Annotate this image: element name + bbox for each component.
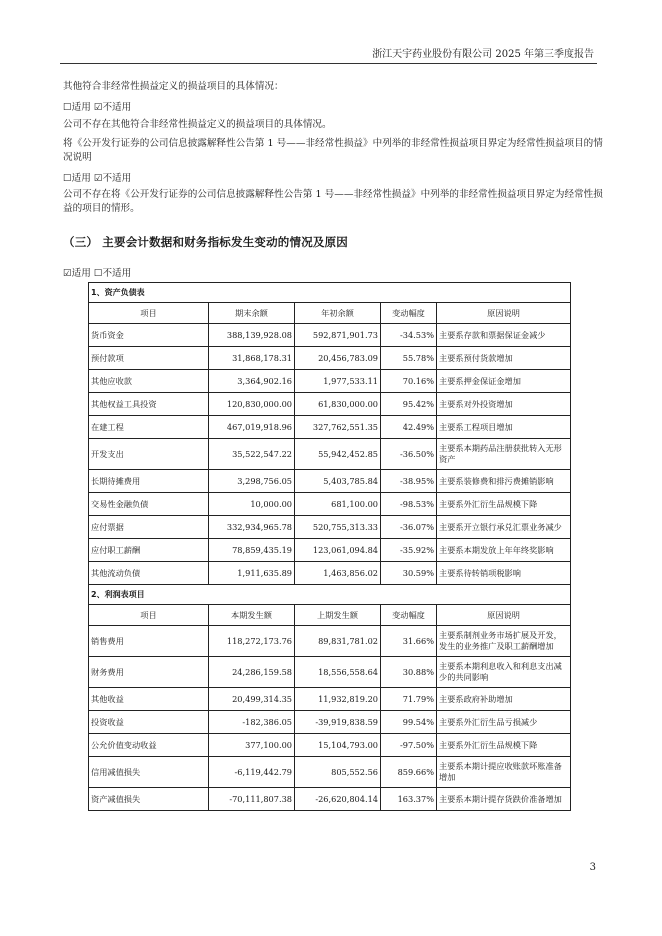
table-row [89, 324, 571, 347]
column-header: 原因说明 [437, 303, 571, 324]
item-cell: 其他权益工具投资 [89, 393, 209, 416]
reason-cell: 主要系开立银行承兑汇票业务减少 [437, 516, 571, 539]
current-value-cell: 20,499,314.35 [209, 688, 295, 711]
column-header: 上期发生额 [295, 605, 381, 626]
item-cell: 在建工程 [89, 416, 209, 439]
reason-cell: 主要系本期计提应收账款坏账准备增加 [437, 757, 571, 788]
change-rate-cell: -97.50% [381, 734, 437, 757]
reason-cell: 主要系对外投资增加 [437, 393, 571, 416]
change-rate-cell: 163.37% [381, 788, 437, 811]
balance-sheet-header-row [89, 303, 571, 324]
change-rate-cell: 859.66% [381, 757, 437, 788]
current-value-cell: 3,298,756.05 [209, 470, 295, 493]
column-header: 本期发生额 [209, 605, 295, 626]
item-cell: 货币资金 [89, 324, 209, 347]
reason-cell: 主要系本期发放上年年终奖影响 [437, 539, 571, 562]
income-statement-header-row [89, 605, 571, 626]
table-row [89, 734, 571, 757]
current-value-cell: 1,911,635.89 [209, 562, 295, 585]
table-row [89, 788, 571, 811]
prior-value-cell: 5,403,785.84 [295, 470, 381, 493]
prior-value-cell: 327,762,551.35 [295, 416, 381, 439]
prior-value-cell: 520,755,313.33 [295, 516, 381, 539]
table-row [89, 370, 571, 393]
table-row [89, 493, 571, 516]
item-cell: 长期待摊费用 [89, 470, 209, 493]
item-cell: 预付款项 [89, 347, 209, 370]
balance-sheet-section-label: 1、资产负债表 [89, 283, 571, 303]
reason-cell: 主要系预付货款增加 [437, 347, 571, 370]
current-value-cell: 10,000.00 [209, 493, 295, 516]
current-value-cell: 35,522,547.22 [209, 439, 295, 470]
change-rate-cell: 95.42% [381, 393, 437, 416]
column-header: 变动幅度 [381, 303, 437, 324]
item-cell: 公允价值变动收益 [89, 734, 209, 757]
reason-cell: 主要系押金保证金增加 [437, 370, 571, 393]
change-rate-cell: -36.50% [381, 439, 437, 470]
prior-value-cell: 11,932,819.20 [295, 688, 381, 711]
current-value-cell: -6,119,442.79 [209, 757, 295, 788]
table-row [89, 657, 571, 688]
prior-value-cell: 123,061,094.84 [295, 539, 381, 562]
change-rate-cell: 55.78% [381, 347, 437, 370]
applicability-check-1: ☐适用 ☑不适用 [63, 102, 132, 113]
applicability-check-2: ☐适用 ☑不适用 [63, 173, 132, 184]
reason-cell: 主要系制剂业务市场扩展及开发，发生的业务推广及职工薪酬增加 [437, 626, 571, 657]
item-cell: 应付票据 [89, 516, 209, 539]
prior-value-cell: 1,463,856.02 [295, 562, 381, 585]
item-cell: 资产减值损失 [89, 788, 209, 811]
prior-value-cell: 805,552.56 [295, 757, 381, 788]
reason-cell: 主要系存款和票据保证金减少 [437, 324, 571, 347]
applicability-check-3: ☑适用 ☐不适用 [63, 268, 132, 279]
change-rate-cell: -98.53% [381, 493, 437, 516]
prior-value-cell: 20,456,783.09 [295, 347, 381, 370]
change-rate-cell: -34.53% [381, 324, 437, 347]
prior-value-cell: 61,830,000.00 [295, 393, 381, 416]
prior-value-cell: 89,831,781.02 [295, 626, 381, 657]
paragraph-reclassification-note: 将《公开发行证券的公司信息披露解释性公告第 1 号——非经常性损益》中列举的非经常性损益项目界定为经常性损益项目的情况说明 [63, 138, 603, 163]
table-row [89, 539, 571, 562]
table-row [89, 347, 571, 370]
change-rate-cell: 70.16% [381, 370, 437, 393]
current-value-cell: 388,139,928.08 [209, 324, 295, 347]
table-row [89, 626, 571, 657]
income-statement-section-row [89, 585, 571, 605]
reason-cell: 主要系装修费和排污费摊销影响 [437, 470, 571, 493]
item-cell: 开发支出 [89, 439, 209, 470]
reason-cell: 主要系政府补助增加 [437, 688, 571, 711]
column-header: 项目 [89, 303, 209, 324]
table-row [89, 757, 571, 788]
change-rate-cell: 30.88% [381, 657, 437, 688]
reason-cell: 主要系本期药品注册获批转入无形资产 [437, 439, 571, 470]
paragraph-no-reclassification: 公司不存在将《公开发行证券的公司信息披露解释性公告第 1 号——非经常性损益》中列举的非经常性损益项目界定为经常性损益的项目的情形。 [63, 189, 603, 214]
reason-cell: 主要系本期利息收入和利息支出减少的共同影响 [437, 657, 571, 688]
table-row [89, 516, 571, 539]
section-title: （三） 主要会计数据和财务指标发生变动的情况及原因 [63, 235, 349, 249]
reason-cell: 主要系待转销项税影响 [437, 562, 571, 585]
column-header: 年初余额 [295, 303, 381, 324]
prior-value-cell: 18,556,558.64 [295, 657, 381, 688]
prior-value-cell: -39,919,838.59 [295, 711, 381, 734]
current-value-cell: 332,934,965.78 [209, 516, 295, 539]
current-value-cell: 31,868,178.31 [209, 347, 295, 370]
item-cell: 其他流动负债 [89, 562, 209, 585]
table-row [89, 393, 571, 416]
current-value-cell: 3,364,902.16 [209, 370, 295, 393]
current-value-cell: -70,111,807.38 [209, 788, 295, 811]
current-value-cell: 118,272,173.76 [209, 626, 295, 657]
table-row [89, 711, 571, 734]
change-rate-cell: -36.07% [381, 516, 437, 539]
table-row [89, 439, 571, 470]
table-row [89, 416, 571, 439]
table-row [89, 562, 571, 585]
item-cell: 投资收益 [89, 711, 209, 734]
change-rate-cell: -35.92% [381, 539, 437, 562]
paragraph-no-other-items: 公司不存在其他符合非经常性损益定义的损益项目的具体情况。 [63, 119, 332, 130]
column-header: 变动幅度 [381, 605, 437, 626]
reason-cell: 主要系外汇衍生品亏损减少 [437, 711, 571, 734]
page-header: 浙江天宇药业股份有限公司 2025 年第三季度报告 [372, 49, 594, 60]
change-rate-cell: 30.59% [381, 562, 437, 585]
reason-cell: 主要系外汇衍生品规模下降 [437, 493, 571, 516]
prior-value-cell: 55,942,452.85 [295, 439, 381, 470]
change-rate-cell: -38.95% [381, 470, 437, 493]
prior-value-cell: 15,104,793.00 [295, 734, 381, 757]
item-cell: 销售费用 [89, 626, 209, 657]
paragraph-other-items: 其他符合非经常性损益定义的损益项目的具体情况： [63, 81, 284, 92]
income-statement-section-label: 2、利润表项目 [89, 585, 571, 605]
current-value-cell: 120,830,000.00 [209, 393, 295, 416]
change-rate-cell: 71.79% [381, 688, 437, 711]
change-rate-cell: 31.66% [381, 626, 437, 657]
column-header: 项目 [89, 605, 209, 626]
item-cell: 财务费用 [89, 657, 209, 688]
page-number: 3 [589, 862, 596, 873]
item-cell: 信用减值损失 [89, 757, 209, 788]
balance-sheet-section-row [89, 283, 571, 303]
column-header: 期末余额 [209, 303, 295, 324]
prior-value-cell: 1,977,533.11 [295, 370, 381, 393]
change-rate-cell: 42.49% [381, 416, 437, 439]
financial-changes-table [88, 282, 571, 811]
reason-cell: 主要系外汇衍生品规模下降 [437, 734, 571, 757]
column-header: 原因说明 [437, 605, 571, 626]
prior-value-cell: 592,871,901.73 [295, 324, 381, 347]
table-row [89, 470, 571, 493]
reason-cell: 主要系本期计提存货跌价准备增加 [437, 788, 571, 811]
prior-value-cell: -26,620,804.14 [295, 788, 381, 811]
item-cell: 应付职工薪酬 [89, 539, 209, 562]
header-divider [60, 63, 597, 64]
item-cell: 其他应收款 [89, 370, 209, 393]
reason-cell: 主要系工程项目增加 [437, 416, 571, 439]
current-value-cell: 467,019,918.96 [209, 416, 295, 439]
item-cell: 其他收益 [89, 688, 209, 711]
current-value-cell: 24,286,159.58 [209, 657, 295, 688]
table-row [89, 688, 571, 711]
current-value-cell: 78,859,435.19 [209, 539, 295, 562]
item-cell: 交易性金融负债 [89, 493, 209, 516]
current-value-cell: -182,386.05 [209, 711, 295, 734]
current-value-cell: 377,100.00 [209, 734, 295, 757]
change-rate-cell: 99.54% [381, 711, 437, 734]
prior-value-cell: 681,100.00 [295, 493, 381, 516]
